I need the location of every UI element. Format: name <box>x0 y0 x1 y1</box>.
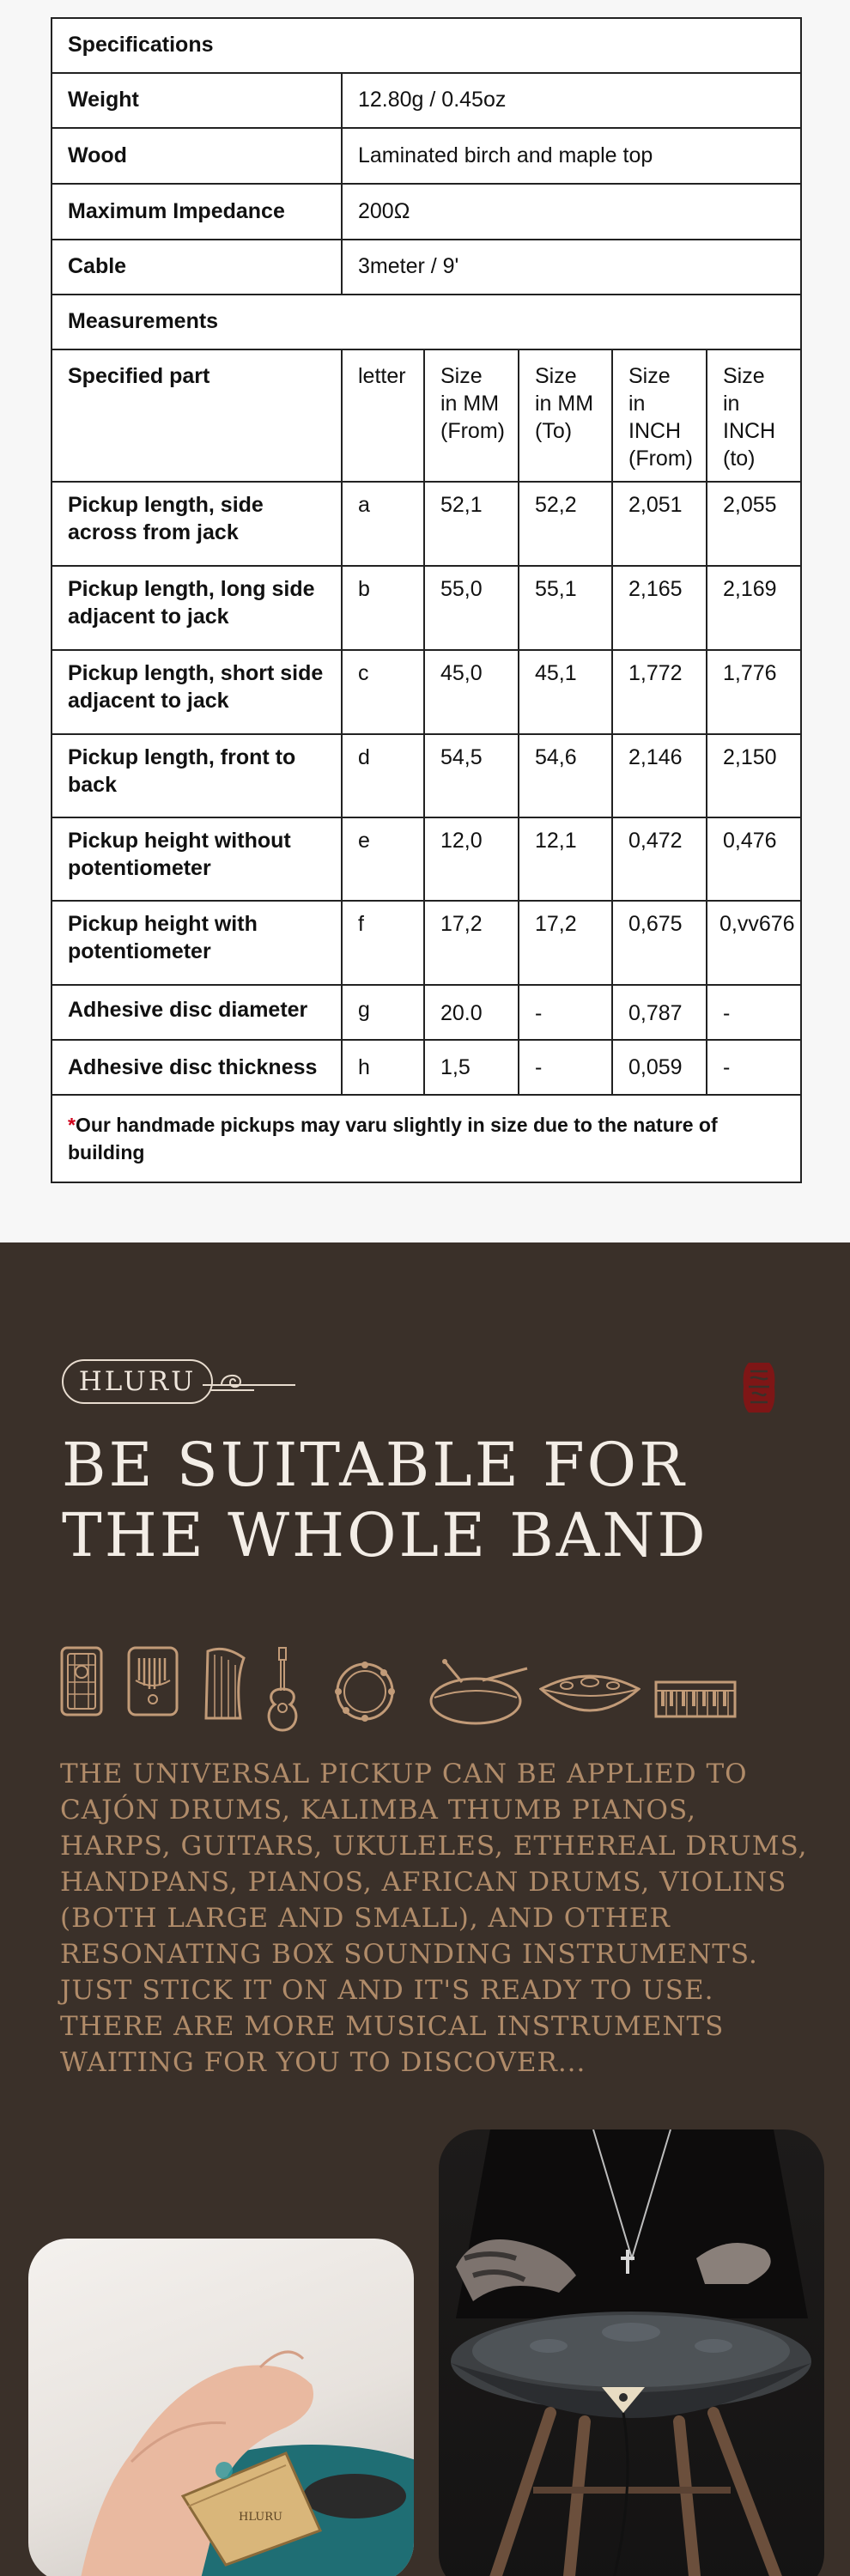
spec-label: Weight <box>52 73 342 128</box>
inch-from: 2,165 <box>612 566 707 650</box>
handpan-photo-illustration <box>439 2129 824 2576</box>
mm-to: 52,2 <box>519 482 612 566</box>
spec-value: 200Ω <box>342 184 801 240</box>
size-note <box>52 1095 801 1182</box>
mm-to: - <box>519 985 612 1040</box>
part-name: Pickup length, short side adjacent to jack <box>52 650 342 734</box>
mm-from: 20.0 <box>424 985 519 1040</box>
measurements-header-row <box>52 349 801 482</box>
handpan-icon <box>539 1668 641 1720</box>
tambourine-icon <box>333 1660 397 1723</box>
mm-to: - <box>519 1040 612 1095</box>
handpan-player-photo <box>439 2129 824 2576</box>
spec-row-wood <box>52 128 801 184</box>
part-letter: f <box>342 901 424 985</box>
mm-from: 12,0 <box>424 817 519 901</box>
compatibility-description: THE UNIVERSAL PICKUP CAN BE APPLIED TO CAJÓN DRUMS, KALIMBA THUMB PIANOS, HARPS, GUITARS, UKULELES, ETHEREAL DRUMS, HANDPANS, PIANOS, AFRICAN DRUMS, VIOLINS (BOTH LARGE AND SMALL), AND OTHER RESONATING BOX SOUNDING INSTRUMENTS. JUST STICK IT ON AND IT'S READY TO USE. THERE ARE MORE MUSICAL INSTRUMENTS WAITING FOR YOU TO DISCOVER... <box>60 1759 808 2078</box>
mm-to: 12,1 <box>519 817 612 901</box>
part-letter: c <box>342 650 424 734</box>
inch-from: 0,787 <box>612 985 707 1040</box>
measurements-title-row <box>52 295 801 349</box>
mm-to: 45,1 <box>519 650 612 734</box>
part-name: Pickup length, side across from jack <box>52 482 342 566</box>
spec-value: 12.80g / 0.45oz <box>342 73 801 128</box>
headline-line-2: THE WHOLE BAND <box>62 1500 708 1571</box>
inch-from: 0,059 <box>612 1040 707 1095</box>
measurements-title: Measurements <box>52 295 801 349</box>
inch-from: 2,146 <box>612 734 707 817</box>
part-name: Pickup length, front to back <box>52 734 342 817</box>
measurement-row <box>52 650 801 734</box>
mm-from: 17,2 <box>424 901 519 985</box>
part-name: Pickup height without potentiometer <box>52 817 342 901</box>
inch-from: 0,675 <box>612 901 707 985</box>
part-name: Pickup length, long side adjacent to jack <box>52 566 342 650</box>
spec-label: Cable <box>52 240 342 295</box>
headline <box>62 1430 800 1571</box>
band-section <box>0 1242 850 2576</box>
inch-from: 1,772 <box>612 650 707 734</box>
kalimba-icon <box>127 1646 179 1716</box>
part-letter: d <box>342 734 424 817</box>
inch-to: - <box>707 1040 801 1095</box>
specifications-section <box>0 0 850 1242</box>
inch-from: 0,472 <box>612 817 707 901</box>
inch-to: 0,476 <box>707 817 801 901</box>
spec-label: Maximum Impedance <box>52 184 342 240</box>
specifications-title: Specifications <box>52 18 801 73</box>
part-name: Pickup height with potentiometer <box>52 901 342 985</box>
mm-to: 54,6 <box>519 734 612 817</box>
pickup-photo-illustration <box>28 2239 414 2576</box>
spec-value: 3meter / 9' <box>342 240 801 295</box>
instrument-icon-row <box>60 1646 747 1741</box>
note-asterisk: * <box>68 1114 76 1136</box>
part-name: Adhesive disc diameter <box>52 985 342 1040</box>
specifications-title-row <box>52 18 801 73</box>
column-header: letter <box>342 349 424 482</box>
spec-value: Laminated birch and maple top <box>342 128 801 184</box>
inch-to: 2,169 <box>707 566 801 650</box>
inch-to: 1,776 <box>707 650 801 734</box>
part-letter: a <box>342 482 424 566</box>
mm-from: 55,0 <box>424 566 519 650</box>
seal-stamp-icon <box>740 1359 778 1416</box>
pickup-brand-label: HLURU <box>239 2511 282 2524</box>
spec-row-cable <box>52 240 801 295</box>
column-header: Size in MM (From) <box>424 349 519 482</box>
spec-row-weight <box>52 73 801 128</box>
measurement-row <box>52 817 801 901</box>
inch-from: 2,051 <box>612 482 707 566</box>
inch-to: - <box>707 985 801 1040</box>
part-letter: b <box>342 566 424 650</box>
spec-row-impedance <box>52 184 801 240</box>
cajon-icon <box>60 1646 103 1716</box>
size-note-row <box>52 1095 801 1182</box>
measurement-row <box>52 985 801 1040</box>
part-letter: g <box>342 985 424 1040</box>
brand-name: HLURU <box>78 1366 197 1397</box>
mm-from: 45,0 <box>424 650 519 734</box>
measurement-row <box>52 482 801 566</box>
column-header: Size in INCH (From) <box>612 349 707 482</box>
brand-swirl-icon <box>203 1366 297 1397</box>
inch-to: 2,150 <box>707 734 801 817</box>
specifications-table <box>51 17 802 1183</box>
measurement-row <box>52 734 801 817</box>
inch-to: 0,vv676 <box>707 901 801 985</box>
measurement-row <box>52 1040 801 1095</box>
pickup-application-photo <box>28 2239 414 2576</box>
column-header: Specified part <box>52 349 342 482</box>
part-letter: h <box>342 1040 424 1095</box>
spec-label: Wood <box>52 128 342 184</box>
part-letter: e <box>342 817 424 901</box>
harp-icon <box>201 1646 249 1720</box>
note-text: Our handmade pickups may varu slightly in size due to the nature of building <box>68 1114 718 1163</box>
column-header: Size in MM (To) <box>519 349 612 482</box>
column-header: Size in INCH (to) <box>707 349 801 482</box>
mm-to: 17,2 <box>519 901 612 985</box>
inch-to: 2,055 <box>707 482 801 566</box>
mm-from: 1,5 <box>424 1040 519 1095</box>
mm-to: 55,1 <box>519 566 612 650</box>
brand-logo <box>62 1359 213 1404</box>
mm-from: 52,1 <box>424 482 519 566</box>
part-name: Adhesive disc thickness <box>52 1040 342 1095</box>
piano-icon <box>654 1680 737 1718</box>
mm-from: 54,5 <box>424 734 519 817</box>
drum-icon <box>428 1658 529 1728</box>
headline-line-1: BE SUITABLE FOR <box>62 1430 687 1500</box>
measurement-row <box>52 901 801 985</box>
measurement-row <box>52 566 801 650</box>
guitar-icon <box>264 1646 301 1732</box>
